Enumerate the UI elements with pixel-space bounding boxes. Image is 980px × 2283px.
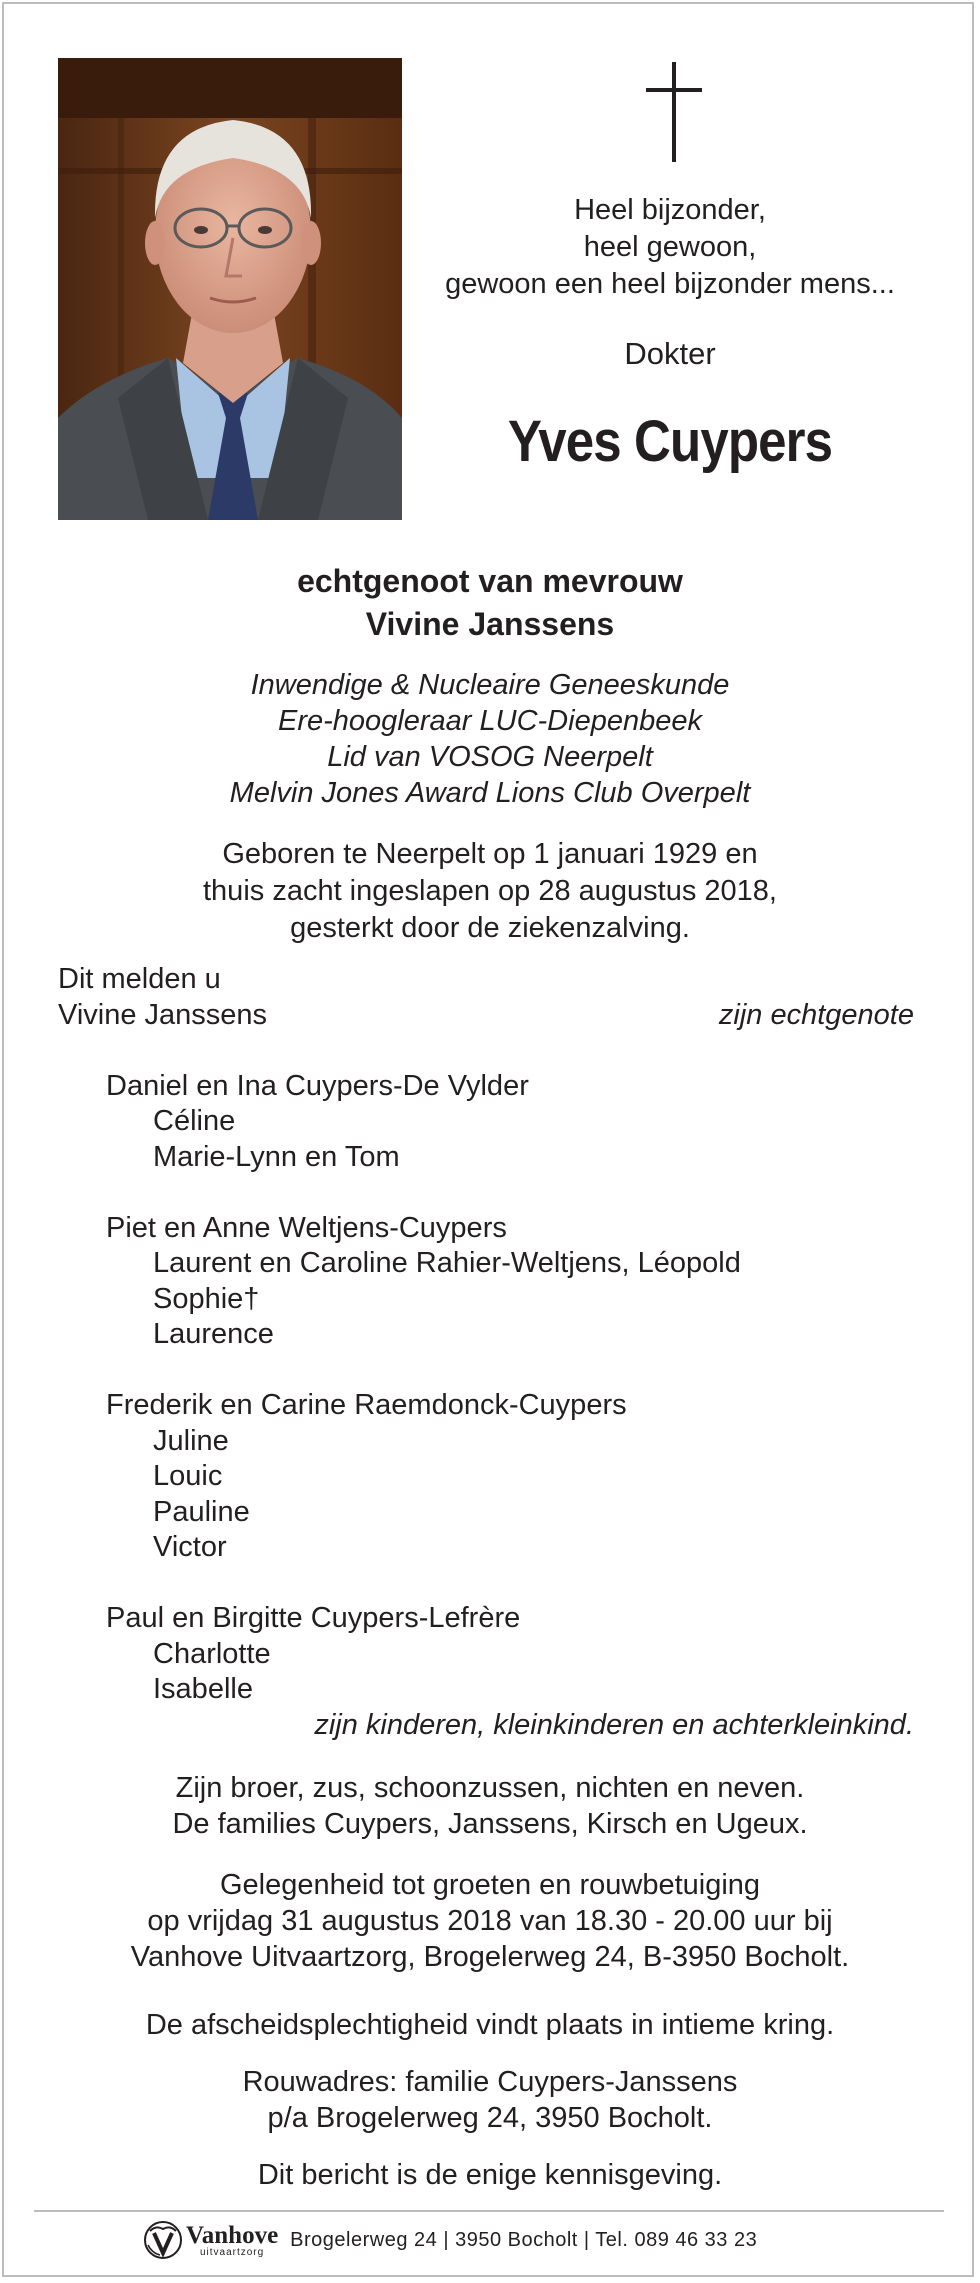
birth-death-info bbox=[0, 836, 980, 947]
birth-line: thuis zacht ingeslapen op 28 augustus 2018, bbox=[203, 875, 777, 907]
visitation-line: Vanhove Uitvaartzorg, Brogelerweg 24, B-3950 Bocholt. bbox=[130, 1941, 850, 1973]
family-child: Victor bbox=[153, 1531, 227, 1563]
children-role: zijn kinderen, kleinkinderen en achterkleinkind. bbox=[314, 1708, 914, 1741]
family-parents: Daniel en Ina Cuypers-De Vylder bbox=[106, 1069, 529, 1102]
vanhove-logo bbox=[186, 2223, 278, 2258]
family-parents: Paul en Birgitte Cuypers-Lefrère bbox=[106, 1602, 521, 1634]
verse bbox=[400, 192, 940, 303]
birth-line: Geboren te Neerpelt op 1 januari 1929 en bbox=[222, 838, 758, 870]
footer-divider bbox=[34, 2210, 944, 2212]
family-parents: Frederik en Carine Raemdonck-Cuypers bbox=[106, 1389, 627, 1421]
mourning-address bbox=[0, 2064, 980, 2136]
birth-line: gesterkt door de ziekenzalving. bbox=[290, 912, 690, 944]
relatives-line: Zijn broer, zus, schoonzussen, nichten en neven. bbox=[175, 1772, 805, 1804]
family-parents: Piet en Anne Weltjens-Cuypers bbox=[106, 1211, 507, 1244]
professional-titles bbox=[0, 667, 980, 811]
verse-line: heel gewoon, bbox=[583, 231, 757, 263]
children-role-row bbox=[58, 1708, 918, 1744]
family-child: Juline bbox=[153, 1424, 229, 1457]
footer bbox=[142, 2217, 757, 2263]
title-line: Inwendige & Nucleaire Geneeskunde bbox=[250, 669, 730, 701]
title-line: Lid van VOSOG Neerpelt bbox=[327, 741, 653, 773]
address-line: p/a Brogelerweg 24, 3950 Bocholt. bbox=[267, 2102, 713, 2134]
widow-name: Vivine Janssens bbox=[58, 998, 268, 1031]
deceased-name: Yves Cuypers bbox=[507, 409, 833, 474]
family-announcement bbox=[58, 962, 918, 1743]
visitation-line: op vrijdag 31 augustus 2018 van 18.30 - 20.00 uur bij bbox=[147, 1905, 833, 1937]
address-line: Rouwadres: familie Cuypers-Janssens bbox=[242, 2066, 738, 2098]
family-child: Charlotte bbox=[153, 1637, 271, 1670]
family-child: Isabelle bbox=[153, 1673, 253, 1705]
verse-line: Heel bijzonder, bbox=[574, 194, 766, 226]
title-word: Dokter bbox=[624, 336, 716, 371]
family-child: Pauline bbox=[153, 1495, 250, 1528]
cross-icon bbox=[646, 62, 702, 162]
ceremony-info: De afscheidsplechtigheid vindt plaats in intieme kring. bbox=[145, 2009, 835, 2041]
title-line: Ere-hoogleraar LUC-Diepenbeek bbox=[278, 705, 702, 737]
title-line: Melvin Jones Award Lions Club Overpelt bbox=[229, 777, 751, 809]
relatives bbox=[0, 1770, 980, 1842]
family-child: Marie-Lynn en Tom bbox=[153, 1140, 400, 1173]
family-child: Sophie† bbox=[153, 1282, 260, 1315]
portrait-photo bbox=[58, 58, 402, 520]
family-child: Laurent en Caroline Rahier-Weltjens, Léopold bbox=[153, 1247, 741, 1279]
spouse-line: Vivine Janssens bbox=[365, 606, 615, 642]
family-child: Louic bbox=[153, 1460, 223, 1492]
family-child: Laurence bbox=[153, 1318, 274, 1350]
widow-row bbox=[58, 998, 918, 1034]
family-child: Céline bbox=[153, 1105, 236, 1137]
visitation-line: Gelegenheid tot groeten en rouwbetuiging bbox=[219, 1869, 761, 1901]
verse-line: gewoon een heel bijzonder mens... bbox=[445, 268, 895, 300]
logo-name: Vanhove bbox=[186, 2221, 279, 2249]
visitation-info bbox=[0, 1867, 980, 1975]
widow-role: zijn echtgenote bbox=[718, 998, 914, 1031]
footer-contact: Brogelerweg 24 | 3950 Bocholt | Tel. 089 46 33 23 bbox=[290, 2228, 758, 2251]
relatives-line: De families Cuypers, Janssens, Kirsch en Ugeux. bbox=[172, 1808, 808, 1840]
notice: Dit bericht is de enige kennisgeving. bbox=[257, 2159, 723, 2191]
announce-intro: Dit melden u bbox=[58, 963, 221, 995]
logo-subtitle: uitvaartzorg bbox=[199, 2246, 265, 2258]
vanhove-logo-icon bbox=[142, 2219, 184, 2261]
spouse-block bbox=[0, 560, 980, 646]
spouse-line: echtgenoot van mevrouw bbox=[297, 563, 683, 599]
